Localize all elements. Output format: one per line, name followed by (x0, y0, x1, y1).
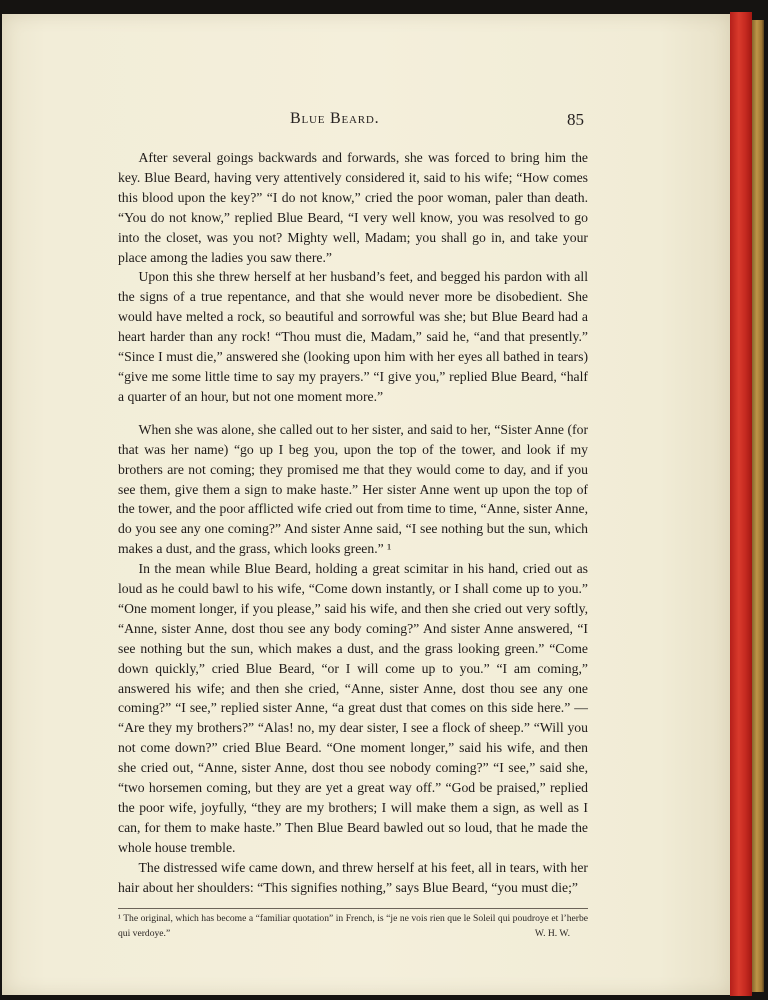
footnote-divider (118, 908, 588, 909)
page-header (118, 110, 588, 134)
paragraph: When she was alone, she called out to her sister, and said to her, “Sister Anne (for that was her name) “go up I beg you, upon the top of the tower, and look if my brothers are not coming; they promised me that they would come to day, and if you see them, give them a sign to make haste.” Her sister Anne went up upon the top of the tower, and the poor afflicted wife cried out from time to time, “Anne, sister Anne, do you see any one coming?” And sister Anne said, “I see nothing but the sun, which makes a dust, and the grass, which looks green.” ¹ (118, 421, 588, 557)
running-head: Blue Beard. (290, 110, 380, 127)
paragraph: Upon this she threw herself at her husband’s feet, and begged his pardon with all the signs of a true repentance, and that she would never more be disobedient. She would have melted a rock, so beautiful and sorrowful was she; but Blue Beard had a heart harder than any rock! “Thou must die, Madam,” said he, “and that presently.” “Since I must die,” answered she (looking upon him with her eyes all bathed in tears) “give me some little time to say my prayers.” “I give you,” replied Blue Beard, “half a quarter of an hour, but not one moment more.” (118, 269, 588, 404)
paragraph: In the mean while Blue Beard, holding a great scimitar in his hand, cried out as loud as he could bawl to his wife, “Come down instantly, or I shall come up to you.” “One moment longer, if you please,” said his wife, and then she cried out very softly, “Anne, sister Anne, dost thou see any body coming?” And sister Anne answered, “I see nothing but the sun, which makes a dust, and the grass looking green.” “Come down quickly,” cried Blue Beard, “or I will come up to you.” “I am coming,” answered his wife; and then she cried, “Anne, sister Anne, dost thou see any one coming?” “I see,” replied sister Anne, “a great dust that comes on this side here.” — “Are they my brothers?” “Alas! no, my dear sister, I see a flock of sheep.” “Will you not come down?” cried Blue Beard. “One moment longer,” said his wife, and then she cried out, “Anne, sister Anne, dost thou see nobody coming?” “I see,” said she, “two horsemen coming, but they are yet a great way off.” “God be praised,” replied the poor wife, joyfully, “they are my brothers; I will make them a sign, as well as I can, for them to make haste.” Then Blue Beard bawled out so loud, that he made the whole house tremble. (118, 561, 588, 855)
book-cover-edge (730, 12, 752, 996)
footnote (118, 911, 588, 941)
footnote-signature: W. H. W. (534, 928, 570, 939)
paragraph: After several goings backwards and forwards, she was forced to bring him the key. Blue Beard, having very attentively considered it, said to his wife; “How comes this blood upon the key?” “I do not know,” cried the poor woman, paler than death. “You do not know,” replied Blue Beard, “I very well know, you was resolved to go into the closet, was you not? Mighty well, Madam; you shall go in, and take your place among the ladies you saw there.” (118, 150, 588, 265)
paragraph: The distressed wife came down, and threw herself at his feet, all in tears, with her hair about her shoulders: “This signifies nothing,” says Blue Beard, “you must die;” (118, 859, 588, 895)
page-number: 85 (567, 110, 584, 129)
body-text (118, 148, 588, 898)
book-spine-edge (752, 20, 764, 992)
footnote-text: ¹ The original, which has become a “familiar quotation” in French, is “je ne vois rien que le Soleil qui poudroye et l’herbe qui verdoye.” (118, 913, 588, 939)
